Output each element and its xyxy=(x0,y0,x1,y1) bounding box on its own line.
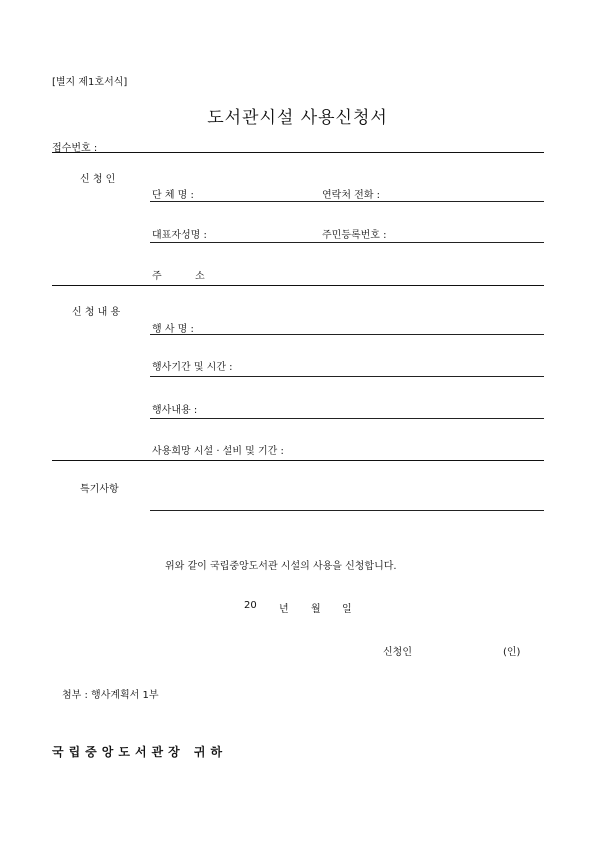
date-year: 년 xyxy=(279,604,289,615)
date-year-prefix: 20 xyxy=(244,600,257,611)
divider xyxy=(52,285,544,286)
event-content-field[interactable] xyxy=(150,418,544,419)
address-label-b: 소 xyxy=(195,271,205,282)
event-name-field[interactable] xyxy=(150,334,544,335)
notes-field[interactable] xyxy=(150,510,544,511)
representative-name-label: 대표자성명 : xyxy=(152,230,207,241)
date-month: 월 xyxy=(311,604,321,615)
org-name-label: 단 체 명 : xyxy=(152,190,194,201)
signature-label: 신청인 xyxy=(383,647,412,658)
document-title: 도서관시설 사용신청서 xyxy=(207,108,388,128)
event-content-label: 행사내용 : xyxy=(152,405,198,416)
divider xyxy=(52,152,544,153)
address-label-a: 주 xyxy=(152,271,162,282)
receipt-number-label: 접수번호 : xyxy=(52,143,98,154)
applicant-section-label: 신 청 인 xyxy=(80,174,116,185)
event-name-label: 행 사 명 : xyxy=(152,324,194,335)
org-name-field[interactable] xyxy=(150,201,544,202)
form-reference: [별지 제1호서식] xyxy=(52,77,128,88)
request-section-label: 신 청 내 용 xyxy=(72,307,121,318)
event-period-label: 행사기간 및 시간 : xyxy=(152,362,233,373)
addressee: 국립중앙도서관장 귀하 xyxy=(52,745,228,759)
id-number-label: 주민등록번호 : xyxy=(322,230,387,241)
divider xyxy=(52,460,544,461)
event-period-field[interactable] xyxy=(150,376,544,377)
phone-label: 연락처 전화 : xyxy=(322,190,381,201)
attachment-note: 첨부 : 행사계획서 1부 xyxy=(62,690,159,701)
date-day: 일 xyxy=(342,604,352,615)
notes-section-label: 특기사항 xyxy=(80,484,119,495)
facility-label: 사용희망 시설 · 설비 및 기간 : xyxy=(152,446,284,457)
statement-text: 위와 같이 국립중앙도서관 시설의 사용을 신청합니다. xyxy=(165,561,397,572)
seal-mark: (인) xyxy=(503,647,521,658)
representative-field[interactable] xyxy=(150,242,544,243)
